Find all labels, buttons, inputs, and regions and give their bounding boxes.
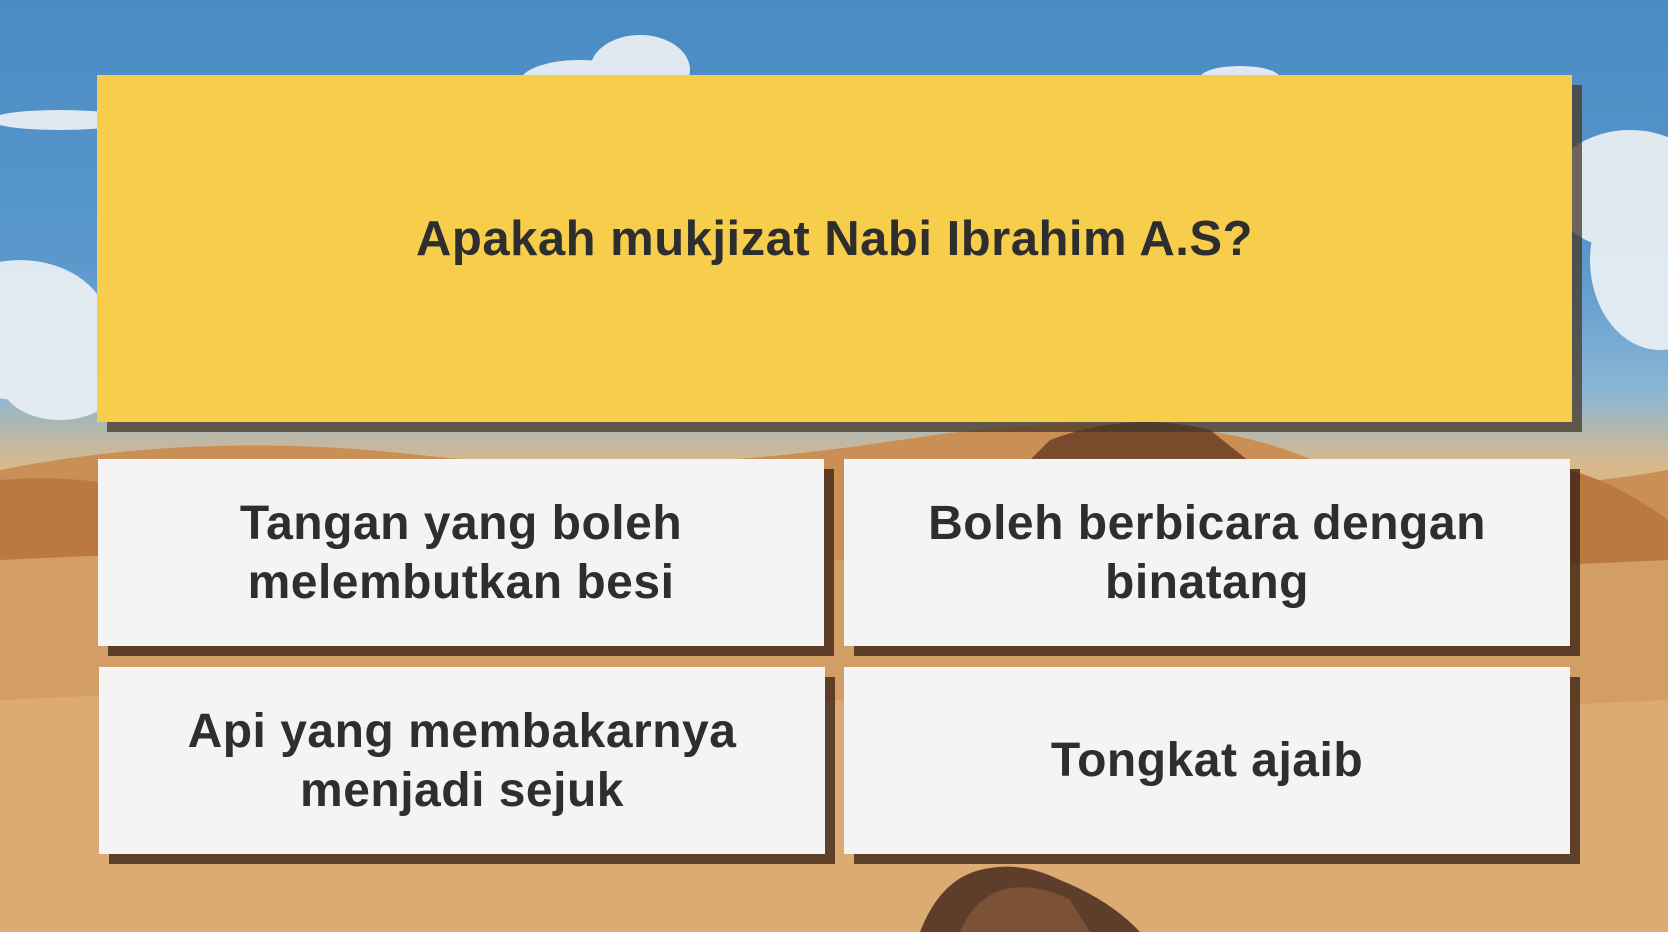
- question-text: Apakah mukjizat Nabi Ibrahim A.S?: [416, 211, 1253, 266]
- answer-option-3[interactable]: [99, 667, 825, 854]
- answer-option-4[interactable]: [844, 667, 1570, 854]
- answer-option-1[interactable]: [98, 459, 824, 646]
- answer-option-3-text: Api yang membakarnya menjadi sejuk: [187, 704, 737, 817]
- question-card: [97, 75, 1572, 422]
- answer-option-4-text: Tongkat ajaib: [1050, 734, 1364, 787]
- answer-option-1-text: Tangan yang boleh melembutkan besi: [239, 496, 683, 609]
- answer-option-2-text: Boleh berbicara dengan binatang: [928, 496, 1486, 609]
- answer-option-2[interactable]: [844, 459, 1570, 646]
